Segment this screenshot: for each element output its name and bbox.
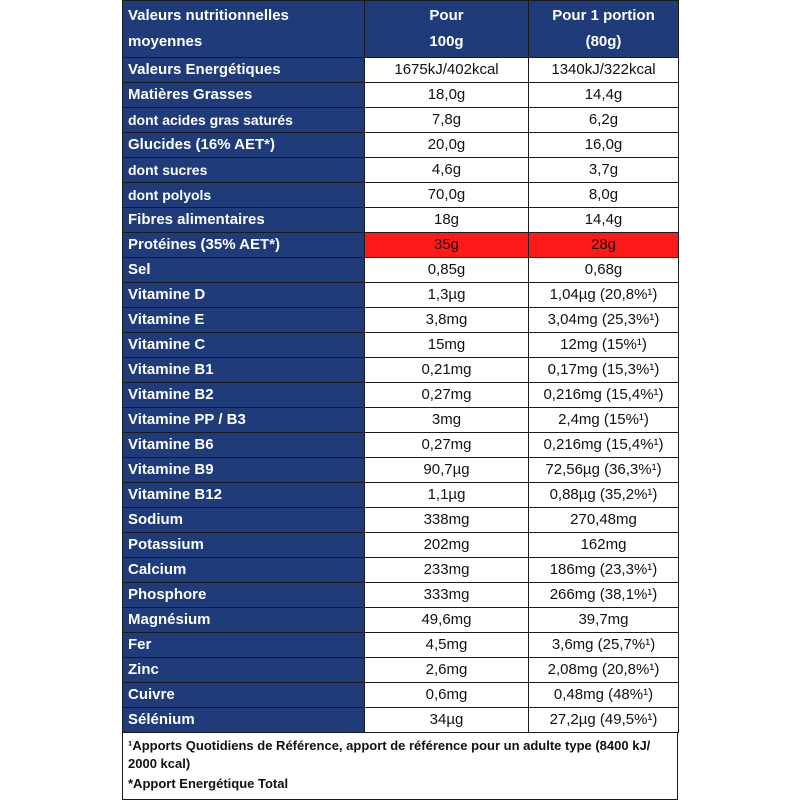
footnotes xyxy=(122,733,678,800)
nutrient-label: Matières Grasses xyxy=(123,83,365,108)
table-row xyxy=(123,658,679,683)
table-row xyxy=(123,433,679,458)
per100-value: 1,3µg xyxy=(365,283,529,308)
portion-value: 16,0g xyxy=(529,133,679,158)
portion-value: 14,4g xyxy=(529,83,679,108)
table-row xyxy=(123,83,679,108)
per100-value: 7,8g xyxy=(365,108,529,133)
nutrient-label: Sodium xyxy=(123,508,365,533)
table-row xyxy=(123,133,679,158)
table-row xyxy=(123,533,679,558)
header-col2-line2: 100g xyxy=(429,33,464,50)
per100-value: 0,27mg xyxy=(365,383,529,408)
table-row xyxy=(123,558,679,583)
portion-value: 39,7mg xyxy=(529,608,679,633)
table-row xyxy=(123,408,679,433)
per100-value: 35g xyxy=(365,233,529,258)
nutrient-label: Cuivre xyxy=(123,683,365,708)
nutrition-table-container xyxy=(122,0,678,800)
nutrient-label: Vitamine C xyxy=(123,333,365,358)
nutrient-label: Sel xyxy=(123,258,365,283)
nutrient-label: Protéines (35% AET*) xyxy=(123,233,365,258)
nutrient-label: Vitamine B9 xyxy=(123,458,365,483)
per100-value: 0,85g xyxy=(365,258,529,283)
per100-value: 338mg xyxy=(365,508,529,533)
nutrient-label: dont polyols xyxy=(123,183,365,208)
table-row xyxy=(123,508,679,533)
footnote-reference-intake: ¹Apports Quotidiens de Référence, apport de référence pour un adulte type (8400 kJ/ 2000 kcal) xyxy=(128,738,651,771)
header-col3-line1: Pour 1 portion xyxy=(552,7,655,24)
table-row xyxy=(123,583,679,608)
nutrient-label: Vitamine E xyxy=(123,308,365,333)
portion-value: 2,08mg (20,8%¹) xyxy=(529,658,679,683)
nutrient-label: Vitamine PP / B3 xyxy=(123,408,365,433)
table-row xyxy=(123,608,679,633)
portion-value: 3,6mg (25,7%¹) xyxy=(529,633,679,658)
table-row xyxy=(123,183,679,208)
header-col2-line1: Pour xyxy=(429,7,464,24)
table-row xyxy=(123,333,679,358)
portion-value: 270,48mg xyxy=(529,508,679,533)
nutrient-label: Fibres alimentaires xyxy=(123,208,365,233)
nutrient-label: dont sucres xyxy=(123,158,365,183)
nutrient-label: Phosphore xyxy=(123,583,365,608)
portion-value: 0,88µg (35,2%¹) xyxy=(529,483,679,508)
portion-value: 0,216mg (15,4%¹) xyxy=(529,433,679,458)
table-row xyxy=(123,308,679,333)
per100-value: 0,27mg xyxy=(365,433,529,458)
per100-value: 15mg xyxy=(365,333,529,358)
per100-value: 4,6g xyxy=(365,158,529,183)
per100-value: 1675kJ/402kcal xyxy=(365,58,529,83)
table-row xyxy=(123,633,679,658)
portion-value: 12mg (15%¹) xyxy=(529,333,679,358)
portion-value: 6,2g xyxy=(529,108,679,133)
table-header-row xyxy=(123,1,679,58)
nutrient-label: Vitamine D xyxy=(123,283,365,308)
nutrient-label: Vitamine B2 xyxy=(123,383,365,408)
nutrient-label: Glucides (16% AET*) xyxy=(123,133,365,158)
per100-value: 18g xyxy=(365,208,529,233)
portion-value: 2,4mg (15%¹) xyxy=(529,408,679,433)
per100-value: 3,8mg xyxy=(365,308,529,333)
nutrient-label: Valeurs Energétiques xyxy=(123,58,365,83)
header-col1-line1: Valeurs nutritionnelles xyxy=(128,7,289,24)
table-row xyxy=(123,158,679,183)
table-row xyxy=(123,708,679,733)
nutrition-table xyxy=(122,0,679,733)
portion-value: 0,68g xyxy=(529,258,679,283)
portion-value: 0,216mg (15,4%¹) xyxy=(529,383,679,408)
nutrient-label: Calcium xyxy=(123,558,365,583)
table-row xyxy=(123,483,679,508)
portion-value: 14,4g xyxy=(529,208,679,233)
per100-value: 20,0g xyxy=(365,133,529,158)
table-row xyxy=(123,108,679,133)
nutrient-label: dont acides gras saturés xyxy=(123,108,365,133)
portion-value: 0,17mg (15,3%¹) xyxy=(529,358,679,383)
portion-value: 162mg xyxy=(529,533,679,558)
per100-value: 2,6mg xyxy=(365,658,529,683)
table-row xyxy=(123,383,679,408)
per100-value: 1,1µg xyxy=(365,483,529,508)
nutrient-label: Zinc xyxy=(123,658,365,683)
header-col3-line2: (80g) xyxy=(585,33,622,50)
portion-value: 3,7g xyxy=(529,158,679,183)
nutrient-label: Sélénium xyxy=(123,708,365,733)
nutrient-label: Vitamine B6 xyxy=(123,433,365,458)
header-per100-column xyxy=(365,1,529,58)
per100-value: 70,0g xyxy=(365,183,529,208)
table-row xyxy=(123,58,679,83)
nutrient-label: Vitamine B1 xyxy=(123,358,365,383)
header-portion-column xyxy=(529,1,679,58)
per100-value: 3mg xyxy=(365,408,529,433)
nutrient-label: Vitamine B12 xyxy=(123,483,365,508)
nutrient-label: Magnésium xyxy=(123,608,365,633)
table-row-highlighted xyxy=(123,233,679,258)
per100-value: 0,21mg xyxy=(365,358,529,383)
per100-value: 0,6mg xyxy=(365,683,529,708)
per100-value: 202mg xyxy=(365,533,529,558)
table-row xyxy=(123,258,679,283)
portion-value: 3,04mg (25,3%¹) xyxy=(529,308,679,333)
per100-value: 233mg xyxy=(365,558,529,583)
portion-value: 1340kJ/322kcal xyxy=(529,58,679,83)
portion-value: 27,2µg (49,5%¹) xyxy=(529,708,679,733)
portion-value: 0,48mg (48%¹) xyxy=(529,683,679,708)
table-row xyxy=(123,358,679,383)
table-row xyxy=(123,208,679,233)
header-nutrient-column xyxy=(123,1,365,58)
nutrient-label: Potassium xyxy=(123,533,365,558)
table-row xyxy=(123,458,679,483)
per100-value: 49,6mg xyxy=(365,608,529,633)
portion-value: 1,04µg (20,8%¹) xyxy=(529,283,679,308)
portion-value: 72,56µg (36,3%¹) xyxy=(529,458,679,483)
portion-value: 28g xyxy=(529,233,679,258)
portion-value: 186mg (23,3%¹) xyxy=(529,558,679,583)
per100-value: 4,5mg xyxy=(365,633,529,658)
per100-value: 18,0g xyxy=(365,83,529,108)
table-row xyxy=(123,283,679,308)
footnote-total-energy: *Apport Energétique Total xyxy=(128,776,289,791)
per100-value: 333mg xyxy=(365,583,529,608)
table-row xyxy=(123,683,679,708)
header-col1-line2: moyennes xyxy=(128,33,203,50)
per100-value: 34µg xyxy=(365,708,529,733)
nutrient-label: Fer xyxy=(123,633,365,658)
portion-value: 8,0g xyxy=(529,183,679,208)
per100-value: 90,7µg xyxy=(365,458,529,483)
portion-value: 266mg (38,1%¹) xyxy=(529,583,679,608)
